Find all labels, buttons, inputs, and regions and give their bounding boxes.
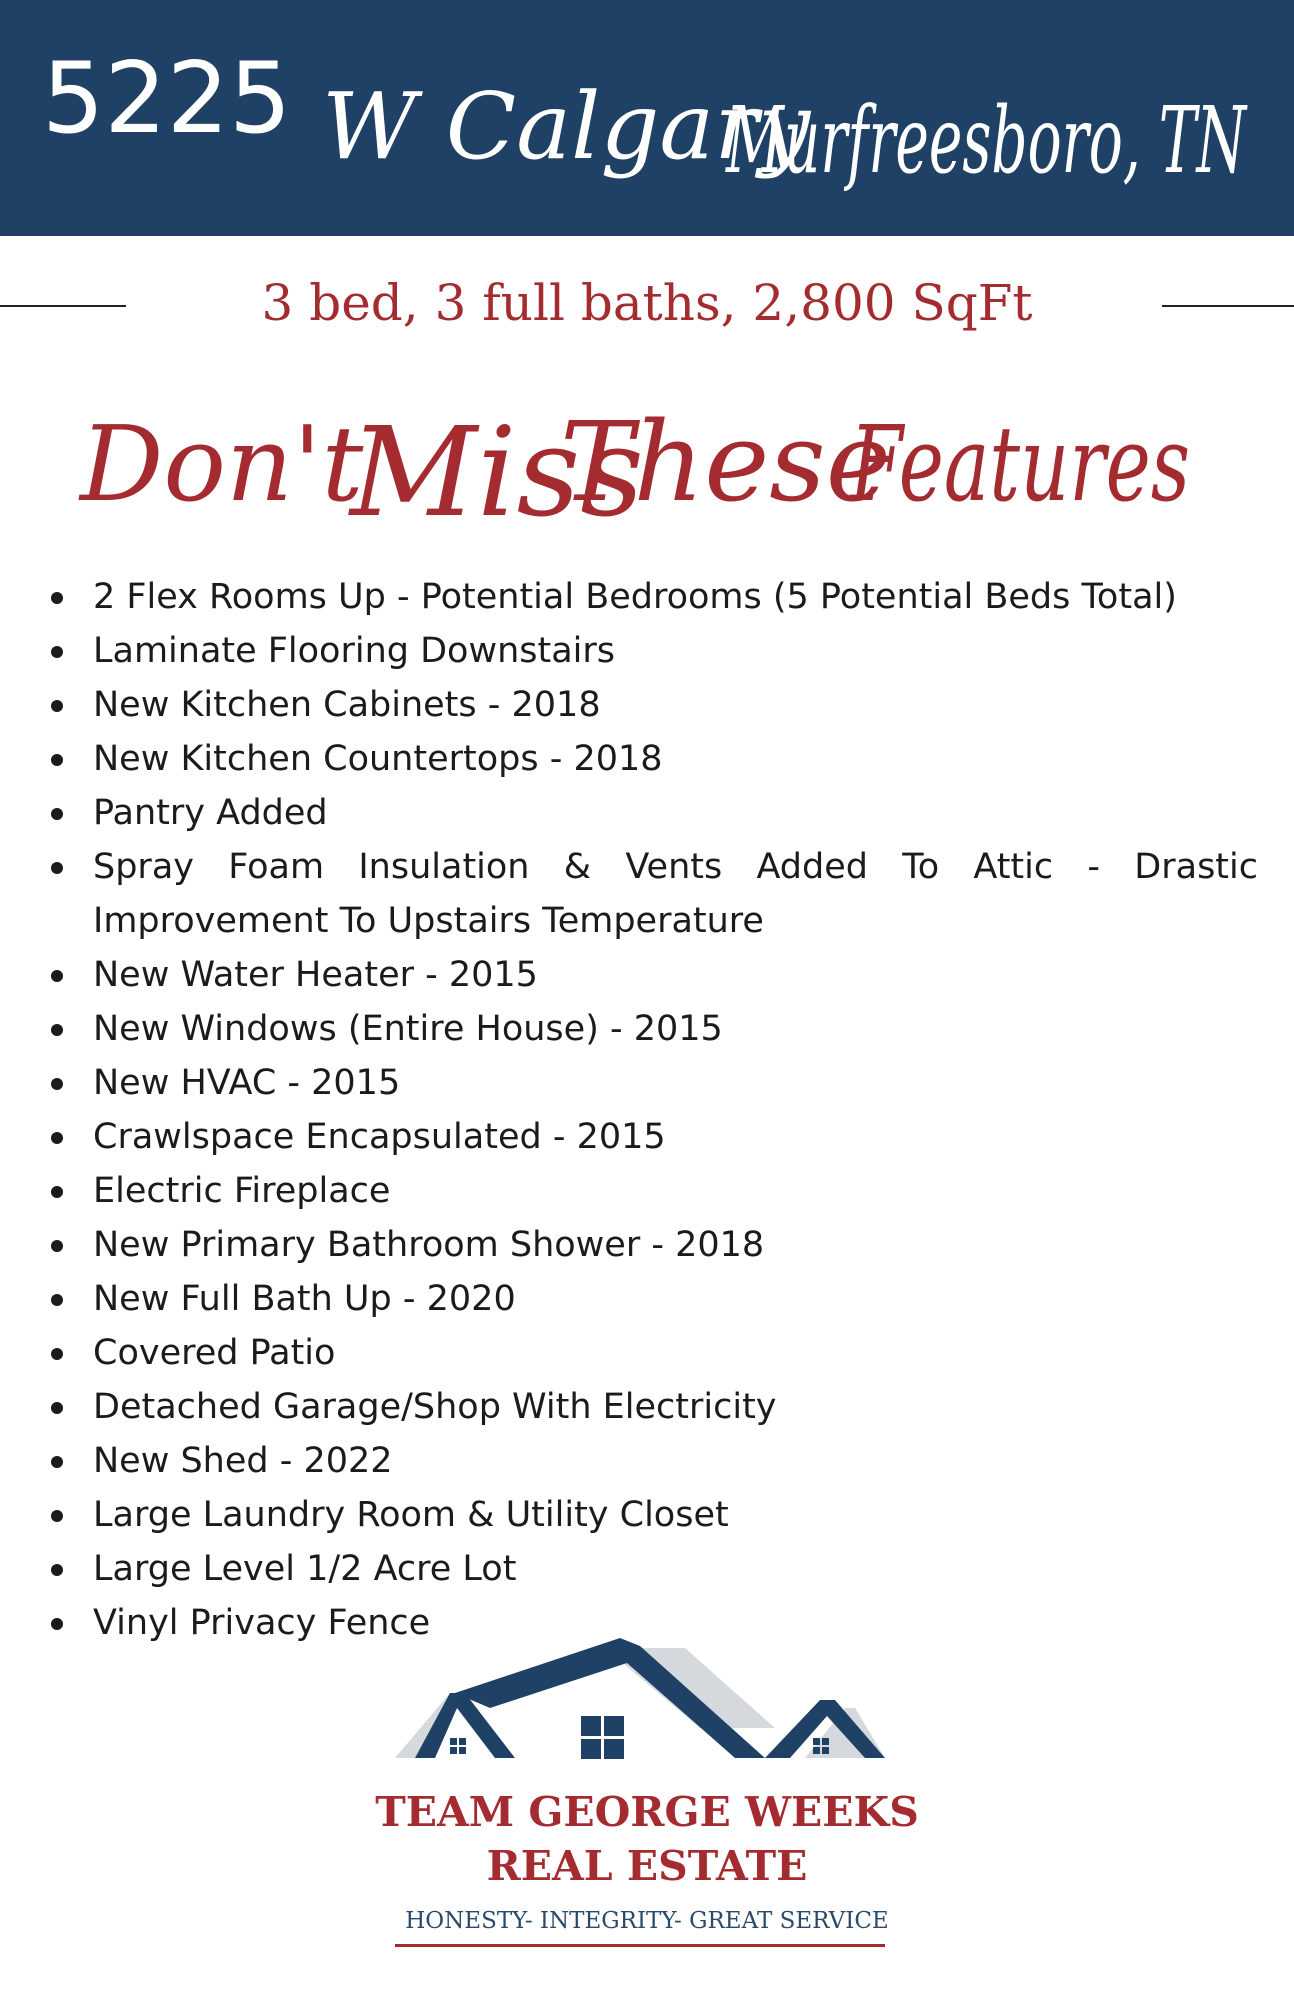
feature-text: Large Level 1/2 Acre Lot [93, 1549, 517, 1589]
logo-team-name: TEAM GEORGE WEEKS [375, 1788, 919, 1836]
bullet-icon [51, 1456, 63, 1468]
feature-text: Covered Patio [93, 1333, 336, 1373]
bullet-icon [51, 862, 63, 874]
list-item [46, 1488, 1258, 1542]
logo-underline [395, 1944, 885, 1947]
feature-text: Detached Garage/Shop With Electricity [93, 1387, 777, 1427]
heading-word-features: Features [848, 403, 1190, 525]
list-item [46, 1542, 1258, 1596]
list-item [46, 840, 1258, 948]
feature-text: New Primary Bathroom Shower - 2018 [93, 1225, 765, 1265]
feature-text: Laminate Flooring Downstairs [93, 631, 616, 671]
bullet-icon [51, 970, 63, 982]
list-item [46, 1272, 1258, 1326]
address-title [0, 0, 1294, 236]
address-city: Murfreesboro, TN [724, 87, 1249, 194]
feature-text: New Kitchen Cabinets - 2018 [93, 685, 601, 725]
logo-tagline: HONESTY- INTEGRITY- GREAT SERVICE [405, 1908, 889, 1934]
house-roofs-icon [395, 1638, 885, 1773]
bullet-icon [51, 1132, 63, 1144]
bullet-icon [51, 1402, 63, 1414]
feature-text: 2 Flex Rooms Up - Potential Bedrooms (5 Potential Beds Total) [93, 577, 1177, 617]
bullet-icon [51, 1240, 63, 1252]
bullet-icon [51, 808, 63, 820]
feature-list [46, 570, 1258, 1650]
list-item [46, 1434, 1258, 1488]
feature-text: New Windows (Entire House) - 2015 [93, 1009, 723, 1049]
list-item [46, 948, 1258, 1002]
heading-word-dont: Don't [80, 403, 364, 525]
feature-text: Large Laundry Room & Utility Closet [93, 1495, 729, 1535]
bullet-icon [51, 646, 63, 658]
feature-text: Vinyl Privacy Fence [93, 1603, 431, 1643]
feature-text: New Shed - 2022 [93, 1441, 393, 1481]
bullet-icon [51, 700, 63, 712]
list-item [46, 1164, 1258, 1218]
features-heading [0, 350, 1294, 570]
logo-real-estate: REAL ESTATE [486, 1842, 808, 1890]
bullet-icon [51, 592, 63, 604]
list-item [46, 1218, 1258, 1272]
bullet-icon [51, 1078, 63, 1090]
property-summary: 3 bed, 3 full baths, 2,800 SqFt [261, 274, 1033, 332]
list-item [46, 570, 1258, 624]
feature-text: Spray Foam Insulation & Vents Added To Attic - Drastic Improvement To Upstairs Temperature [93, 847, 1258, 941]
address-street: W Calgary [322, 73, 811, 180]
bullet-icon [51, 1564, 63, 1576]
list-item [46, 786, 1258, 840]
bullet-icon [51, 754, 63, 766]
list-item [46, 624, 1258, 678]
list-item [46, 732, 1258, 786]
list-item [46, 1380, 1258, 1434]
feature-text: New Full Bath Up - 2020 [93, 1279, 516, 1319]
bullet-icon [51, 1294, 63, 1306]
bullet-icon [51, 1024, 63, 1036]
list-item [46, 1326, 1258, 1380]
feature-text: New HVAC - 2015 [93, 1063, 401, 1103]
list-item [46, 1056, 1258, 1110]
feature-text: New Water Heater - 2015 [93, 955, 538, 995]
heading-word-miss: Miss [350, 401, 644, 545]
list-item [46, 1002, 1258, 1056]
feature-text: Electric Fireplace [93, 1171, 391, 1211]
address-number: 5225 [42, 42, 292, 156]
bullet-icon [51, 1510, 63, 1522]
bullet-icon [51, 1618, 63, 1630]
heading-word-these: These [560, 398, 891, 526]
bullet-icon [51, 1348, 63, 1360]
list-item [46, 1110, 1258, 1164]
feature-text: Crawlspace Encapsulated - 2015 [93, 1117, 666, 1157]
bullet-icon [51, 1186, 63, 1198]
feature-text: New Kitchen Countertops - 2018 [93, 739, 663, 779]
feature-text: Pantry Added [93, 793, 328, 833]
list-item [46, 678, 1258, 732]
